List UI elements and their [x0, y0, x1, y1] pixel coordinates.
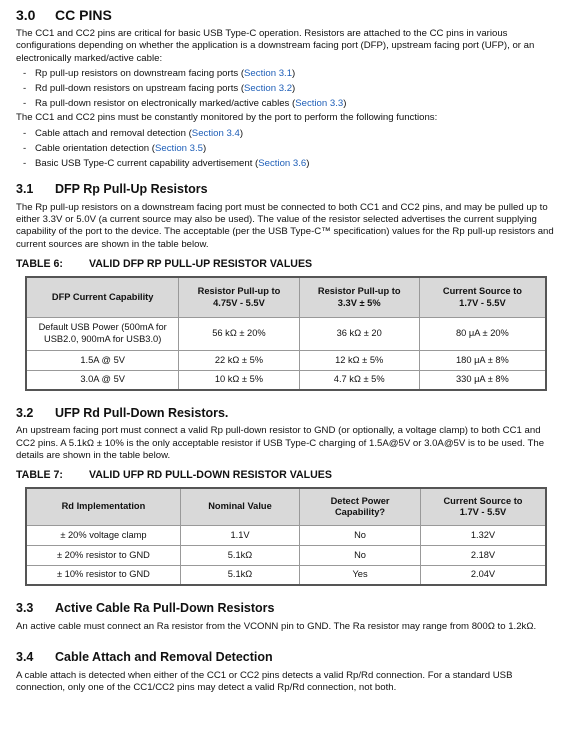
table-cell: 2.04V [420, 565, 546, 585]
table-row [26, 545, 546, 565]
section-link[interactable]: Section 3.6 [258, 157, 307, 169]
table-cell: 1.1V [180, 525, 299, 545]
section-link[interactable]: Section 3.4 [191, 127, 240, 139]
table-cell: 2.18V [420, 545, 546, 565]
table-cell: 3.0A @ 5V [26, 370, 179, 390]
list-item: - Rd pull-down resistors on upstream facing ports (Section 3.2) [23, 83, 296, 95]
table-7-caption: TABLE 7: VALID UFP RD PULL-DOWN RESISTOR VALUES [16, 469, 332, 482]
column-header: Resistor Pull-up to 4.75V - 5.5V [179, 277, 299, 317]
section-link[interactable]: Section 3.5 [155, 142, 204, 154]
section-title: Active Cable Ra Pull-Down Resistors [55, 601, 275, 616]
table-cell: No [300, 525, 421, 545]
table-cell: ± 20% voltage clamp [26, 525, 180, 545]
table-row [26, 317, 546, 350]
table-cell: 12 kΩ ± 5% [299, 350, 419, 370]
column-header: Nominal Value [180, 488, 299, 525]
column-header: DFP Current Capability [26, 277, 179, 317]
section-3-4-heading [16, 648, 556, 666]
table-cell: 22 kΩ ± 5% [179, 350, 299, 370]
section-number: 3.1 [16, 181, 34, 196]
table-7 [25, 487, 547, 586]
table-row [26, 565, 546, 585]
list-item: - Basic USB Type-C current capability advertisement (Section 3.6) [23, 157, 310, 169]
list-item: - Ra pull-down resistor on electronically marked/active cables (Section 3.3) [23, 98, 347, 110]
table-cell: 1.32V [420, 525, 546, 545]
table-cell: 330 μA ± 8% [419, 370, 546, 390]
rp-paragraph: The Rp pull-up resistors on a downstream facing port must be connected to both CC1 and CC2 pins, and may be pulled up to either 3.3V or 5.0V (a current source may also be used). The value of the resistor selected advertises the current supplying capability of the port to the device. The acceptable (per the USB Type-C™ specification) values for the Rp pull-up resistors and current sources are shown in the table below. [16, 201, 554, 250]
monitor-paragraph: The CC1 and CC2 pins must be constantly monitored by the port to perform the following functions: [16, 112, 438, 124]
table-cell: 1.5A @ 5V [26, 350, 179, 370]
table-cell: 10 kΩ ± 5% [179, 370, 299, 390]
cc-pins-intro: The CC1 and CC2 pins are critical for basic USB Type-C operation. Resistors are attached to the CC pins in various configurations depending on whether the application is a downstream facing port (DFP), upstream facing port (UFP), or an electronically marked/active cable: [16, 28, 535, 64]
table-cell: 5.1kΩ [180, 565, 299, 585]
list-item: - Rp pull-up resistors on downstream facing ports (Section 3.1) [23, 68, 296, 80]
cc-functions-list [16, 126, 556, 171]
cc-resistor-list [16, 66, 556, 111]
column-header: Detect Power Capability? [300, 488, 421, 525]
column-header: Current Source to 1.7V - 5.5V [419, 277, 546, 317]
section-title: Cable Attach and Removal Detection [55, 649, 273, 664]
section-3-1-heading [16, 180, 556, 198]
table-cell: ± 10% resistor to GND [26, 565, 180, 585]
section-number: 3.2 [16, 406, 34, 421]
table-row [26, 350, 546, 370]
section-3-3-heading [16, 599, 556, 617]
table-cell: No [300, 545, 421, 565]
section-link[interactable]: Section 3.2 [244, 83, 293, 95]
section-3-2-heading [16, 404, 556, 422]
table-cell: Default USB Power (500mA for USB2.0, 900mA for USB3.0) [26, 317, 179, 350]
table-cell: 4.7 kΩ ± 5% [299, 370, 419, 390]
column-header: Rd Implementation [26, 488, 180, 525]
table-cell: 5.1kΩ [180, 545, 299, 565]
table-cell: 36 kΩ ± 20 [299, 317, 419, 350]
rd-paragraph: An upstream facing port must connect a valid Rp pull-down resistor to GND (or optionally, a voltage clamp) to both CC1 and CC2 pins. A 5.1kΩ ± 10% is the only acceptable resistor if USB Type-C charging of 1.5A@5V or 3.0A@5V is to be used. The details are shown in the table below. [16, 425, 545, 462]
column-header: Current Source to 1.7V - 5.5V [420, 488, 546, 525]
section-number: 3.4 [16, 649, 34, 664]
table-cell: Yes [300, 565, 421, 585]
table-6-caption: TABLE 6: VALID DFP RP PULL-UP RESISTOR VALUES [16, 258, 313, 271]
section-3-0-heading [16, 5, 556, 25]
list-item: - Cable orientation detection (Section 3.5) [23, 142, 207, 154]
table-cell: 56 kΩ ± 20% [179, 317, 299, 350]
table-row [26, 525, 546, 545]
column-header: Resistor Pull-up to 3.3V ± 5% [299, 277, 419, 317]
table-cell: 80 μA ± 20% [419, 317, 546, 350]
table-header-row [26, 488, 546, 525]
table-cell: 180 μA ± 8% [419, 350, 546, 370]
table-6 [25, 276, 547, 391]
section-title: CC PINS [55, 7, 112, 23]
document-page [16, 5, 556, 695]
list-item: - Cable attach and removal detection (Section 3.4) [23, 127, 244, 139]
section-title: DFP Rp Pull-Up Resistors [55, 181, 208, 196]
section-number: 3.0 [16, 7, 36, 23]
section-link[interactable]: Section 3.3 [295, 98, 344, 110]
table-row [26, 370, 546, 390]
section-title: UFP Rd Pull-Down Resistors. [55, 406, 229, 421]
table-cell: ± 20% resistor to GND [26, 545, 180, 565]
section-link[interactable]: Section 3.1 [244, 68, 293, 80]
section-number: 3.3 [16, 601, 34, 616]
table-header-row [26, 277, 546, 317]
attach-paragraph: A cable attach is detected when either of the CC1 or CC2 pins detects a valid Rp/Rd connection. For a standard USB connection, only one of the CC1/CC2 pins may detect a valid Rp/Rd connection, not both. [16, 669, 513, 694]
ra-paragraph: An active cable must connect an Ra resistor from the VCONN pin to GND. The Ra resistor may range from 800Ω to 1.2kΩ. [16, 621, 537, 633]
